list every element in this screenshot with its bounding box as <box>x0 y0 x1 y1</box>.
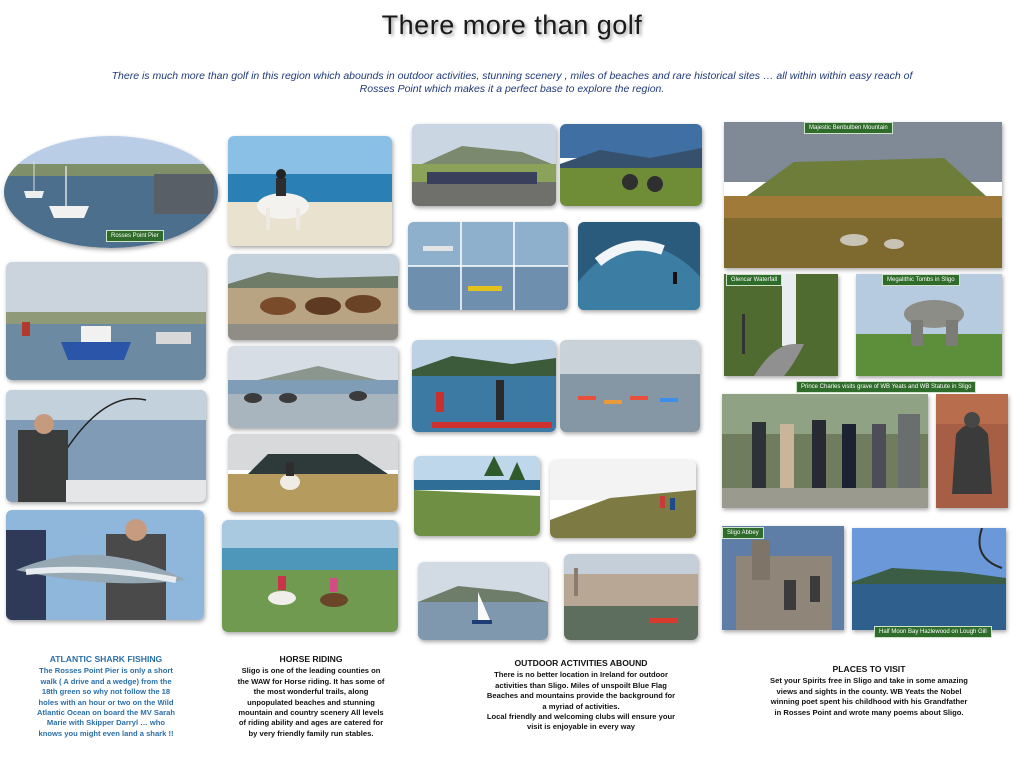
horse-riding-line: Sligo is one of the leading counties on <box>241 666 381 676</box>
photo-label-prince-charles: Prince Charles visits grave of WB Yeats and WB Statute in Sligo <box>796 381 976 393</box>
prince-charles-visit-photo <box>722 394 928 508</box>
hillwalking-photo <box>550 460 696 538</box>
shark-fishing-line: The Rosses Point Pier is only a short <box>39 666 173 676</box>
horse-riding-line: the most wonderful trails, along <box>253 687 369 697</box>
outdoor-activities-heading: OUTDOOR ACTIVITIES ABOUND <box>514 658 648 668</box>
photo-label-sligo-abbey: Sligo Abbey <box>722 527 764 539</box>
coastal-walk-photo <box>414 456 540 536</box>
shark-fishing-line: walk ( A drive and a wedge) from the <box>40 676 172 686</box>
outdoor-activities-line: activities than Sligo. Miles of unspoilt Blue Flag <box>495 680 667 690</box>
sligo-abbey-photo <box>722 526 844 630</box>
photo-label-rosses-point-pier: Rosses Point Pier <box>106 230 164 242</box>
places-to-visit-caption <box>756 664 982 718</box>
shark-catch-photo <box>6 510 204 620</box>
places-to-visit-heading: PLACES TO VISIT <box>832 664 906 674</box>
shark-fishing-line: Marie with Skipper Darryl … who <box>46 718 166 728</box>
horse-riding-heading: HORSE RIDING <box>279 654 343 664</box>
horse-riding-line: of riding ability and ages are catered for <box>238 718 384 728</box>
town-kayak-photo <box>564 554 698 640</box>
surf-lesson-collage-photo <box>408 222 568 310</box>
megalithic-tomb-photo <box>856 274 1002 376</box>
horse-riding-line: unpopulated beaches and stunning <box>247 697 375 707</box>
beach-gallop-photo <box>228 346 398 428</box>
photo-label-half-moon-bay: Half Moon Bay Hazlewood on Lough Gill <box>874 626 992 638</box>
horse-riding-line: the WAW for Horse riding. It has some of <box>237 676 385 686</box>
yeats-statue-photo <box>936 394 1008 508</box>
shark-fishing-caption <box>8 654 204 739</box>
mountain-biking-photo <box>560 124 702 206</box>
shark-fishing-line: 18th green so why not follow the 18 <box>41 687 171 697</box>
page-title: There more than golf <box>381 10 643 40</box>
outdoor-activities-line: a myriad of activities. <box>542 701 620 711</box>
lifeboat-photo <box>6 262 206 380</box>
horse-riding-line: mountain and country scenery All levels <box>238 708 384 718</box>
glencar-waterfall-photo <box>724 274 838 376</box>
shark-fishing-line: knows you might even land a shark !! <box>38 728 174 738</box>
photo-label-benbulben: Majestic Benbulben Mountain <box>804 122 893 134</box>
outdoor-activities-line: Local friendly and welcoming clubs will ensure your <box>486 712 676 722</box>
outdoor-activities-line: Beaches and mountains provide the background for <box>486 691 676 701</box>
sailing-photo <box>418 562 548 640</box>
outdoor-activities-line: visit is enjoyable in every way <box>526 722 636 732</box>
paddleboard-photo <box>412 340 556 432</box>
half-moon-bay-photo <box>852 528 1006 630</box>
horse-riding-line: by very friendly family run stables. <box>248 728 374 738</box>
coastal-riders-photo <box>222 520 398 632</box>
cycling-race-photo <box>412 124 556 206</box>
beach-horse-photo <box>228 136 392 246</box>
photo-label-megalithic: Megalithic Tombs in Sligo <box>882 274 960 286</box>
paddleboard-group-photo <box>560 340 700 432</box>
shark-fishing-heading: ATLANTIC SHARK FISHING <box>49 654 163 664</box>
wave-surfing-photo <box>578 222 700 310</box>
group-riding-photo <box>228 254 398 340</box>
places-to-visit-line: Set your Spirits free in Sligo and take in some amazing <box>770 676 968 686</box>
intro-paragraph: There is much more than golf in this region which abounds in outdoor activities, stunning scenery , miles of beaches and rare historical sites … all within within easy reach of Rosses Point which makes it a perfect base to explore the region. <box>111 70 913 95</box>
outdoor-activities-line: There is no better location in Ireland for outdoor <box>494 670 668 680</box>
benbulben-rider-photo <box>228 434 398 512</box>
shark-fishing-line: holes with an hour or two on the Wild <box>38 697 174 707</box>
fishing-rod-photo <box>6 390 206 502</box>
outdoor-activities-caption <box>476 658 686 733</box>
places-to-visit-line: views and sights in the county. WB Yeats the Nobel <box>776 686 962 696</box>
benbulben-mountain-photo <box>724 122 1002 268</box>
photo-label-glencar: Glencar Waterfall <box>726 274 782 286</box>
shark-fishing-line: Atlantic Ocean on board the MV Sarah <box>37 708 175 718</box>
places-to-visit-line: in Rosses Point and wrote many poems about Sligo. <box>774 707 964 717</box>
places-to-visit-line: winning poet spent his childhood with his Grandfather <box>770 697 968 707</box>
horse-riding-caption <box>226 654 396 739</box>
